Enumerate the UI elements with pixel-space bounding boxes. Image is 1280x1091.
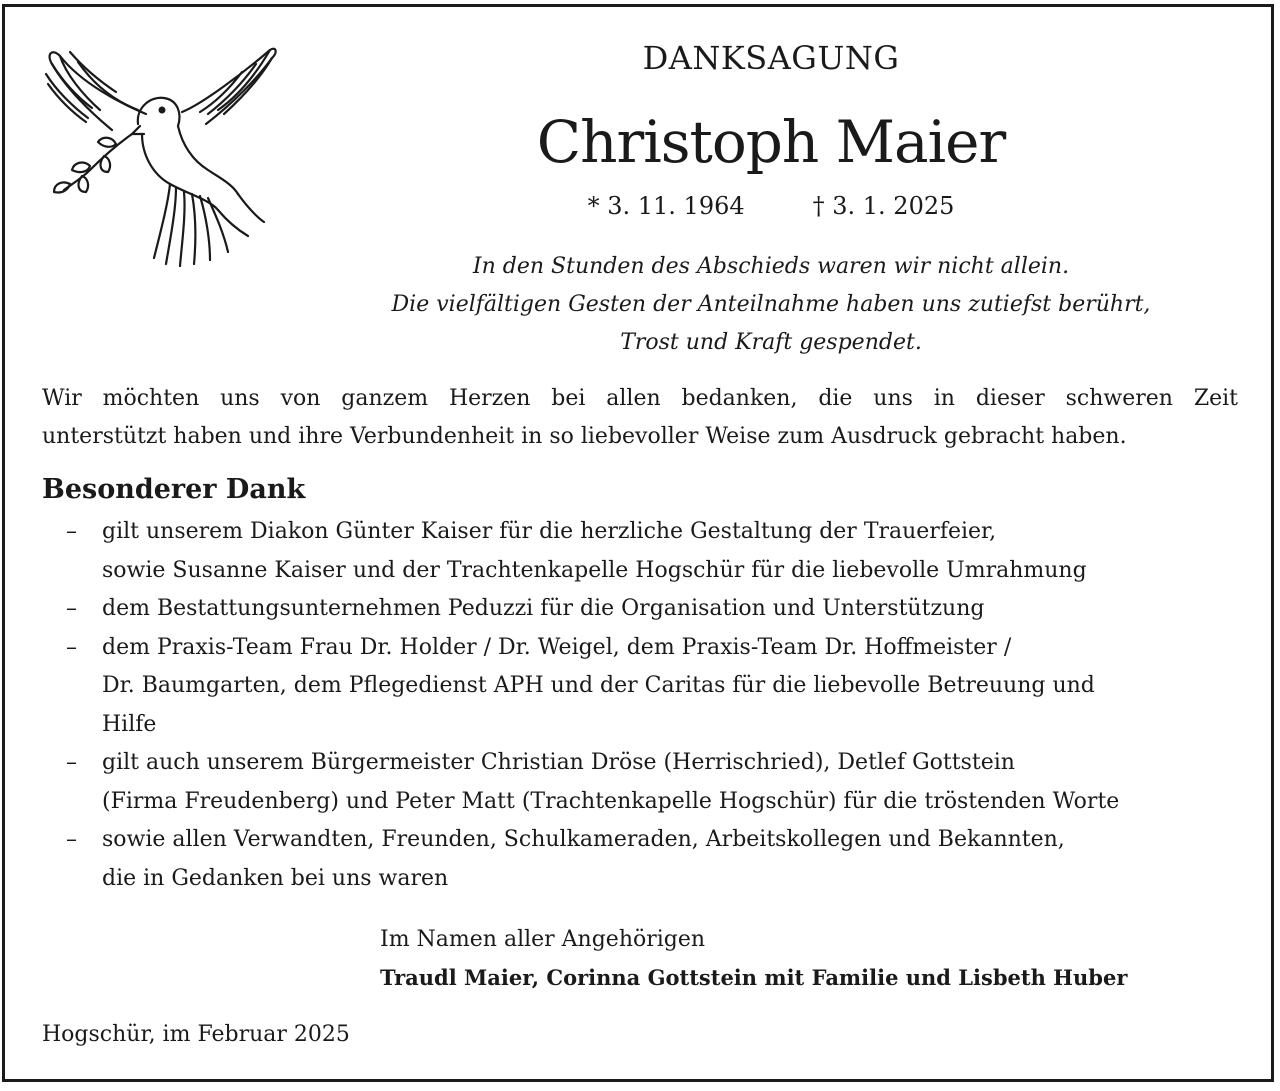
dash-bullet: – [66,750,77,775]
list-item [66,821,1236,898]
list-item [66,590,1236,629]
notice-header: DANKSAGUNG [642,39,900,77]
verse-line: In den Stunden des Abschieds waren wir nicht allein. [472,254,1070,279]
list-item-line: sowie Susanne Kaiser und der Trachtenkapelle Hogschür für die liebevolle Umrahmung [102,557,1087,583]
deceased-name: Christoph Maier [536,108,1006,176]
dash-bullet: – [66,519,77,544]
life-dates [300,186,1242,226]
intro-paragraph [42,380,1238,456]
verse-line: Die vielfältigen Gesten der Anteilnahme haben uns zutiefst berührt, [391,292,1151,317]
verse-line: Trost und Kraft gespendet. [620,330,922,355]
dash-bullet: – [66,596,77,621]
list-item [66,513,1236,590]
list-item [66,744,1236,821]
death-date: † 3. 1. 2025 [812,192,955,220]
intro-line: Wir möchten uns von ganzem Herzen bei allen bedanken, die uns in dieser schweren Zeit [42,386,1238,411]
thanks-list [66,513,1236,898]
list-item-line: dem Praxis-Team Frau Dr. Holder / Dr. Weigel, dem Praxis-Team Dr. Hoffmeister / [102,634,1012,660]
list-item-line: Hilfe [102,711,157,737]
list-item-line: sowie allen Verwandten, Freunden, Schulkameraden, Arbeitskollegen und Bekannten, [102,827,1065,852]
list-item-line: Dr. Baumgarten, dem Pflegedienst APH und der Caritas für die liebevolle Betreuung und [102,673,1095,698]
dash-bullet: – [66,634,77,660]
birth-date: * 3. 11. 1964 [587,192,745,220]
signature-names: Traudl Maier, Corinna Gottstein mit Familie und Lisbeth Huber [380,965,1128,990]
list-item-line: gilt unserem Diakon Günter Kaiser für die herzliche Gestaltung der Trauerfeier, [102,519,997,544]
list-item-line: gilt auch unserem Bürgermeister Christian Dröse (Herrischried), Detlef Gottstein [102,750,1015,775]
verse [300,248,1242,362]
dove-icon [42,44,278,270]
signature-intro: Im Namen aller Angehörigen [380,927,706,952]
list-item [66,629,1236,745]
list-item-line: (Firma Freudenberg) und Peter Matt (Trachtenkapelle Hogschür) für die tröstenden Worte [102,788,1120,814]
intro-line: unterstützt haben und ihre Verbundenheit in so liebevoller Weise zum Ausdruck gebracht haben. [42,424,1127,449]
dash-bullet: – [66,827,77,852]
place-date: Hogschür, im Februar 2025 [42,1022,350,1047]
section-title: Besonderer Dank [42,474,306,505]
list-item-line: dem Bestattungsunternehmen Peduzzi für die Organisation und Unterstützung [102,596,985,621]
list-item-line: die in Gedanken bei uns waren [102,865,449,891]
